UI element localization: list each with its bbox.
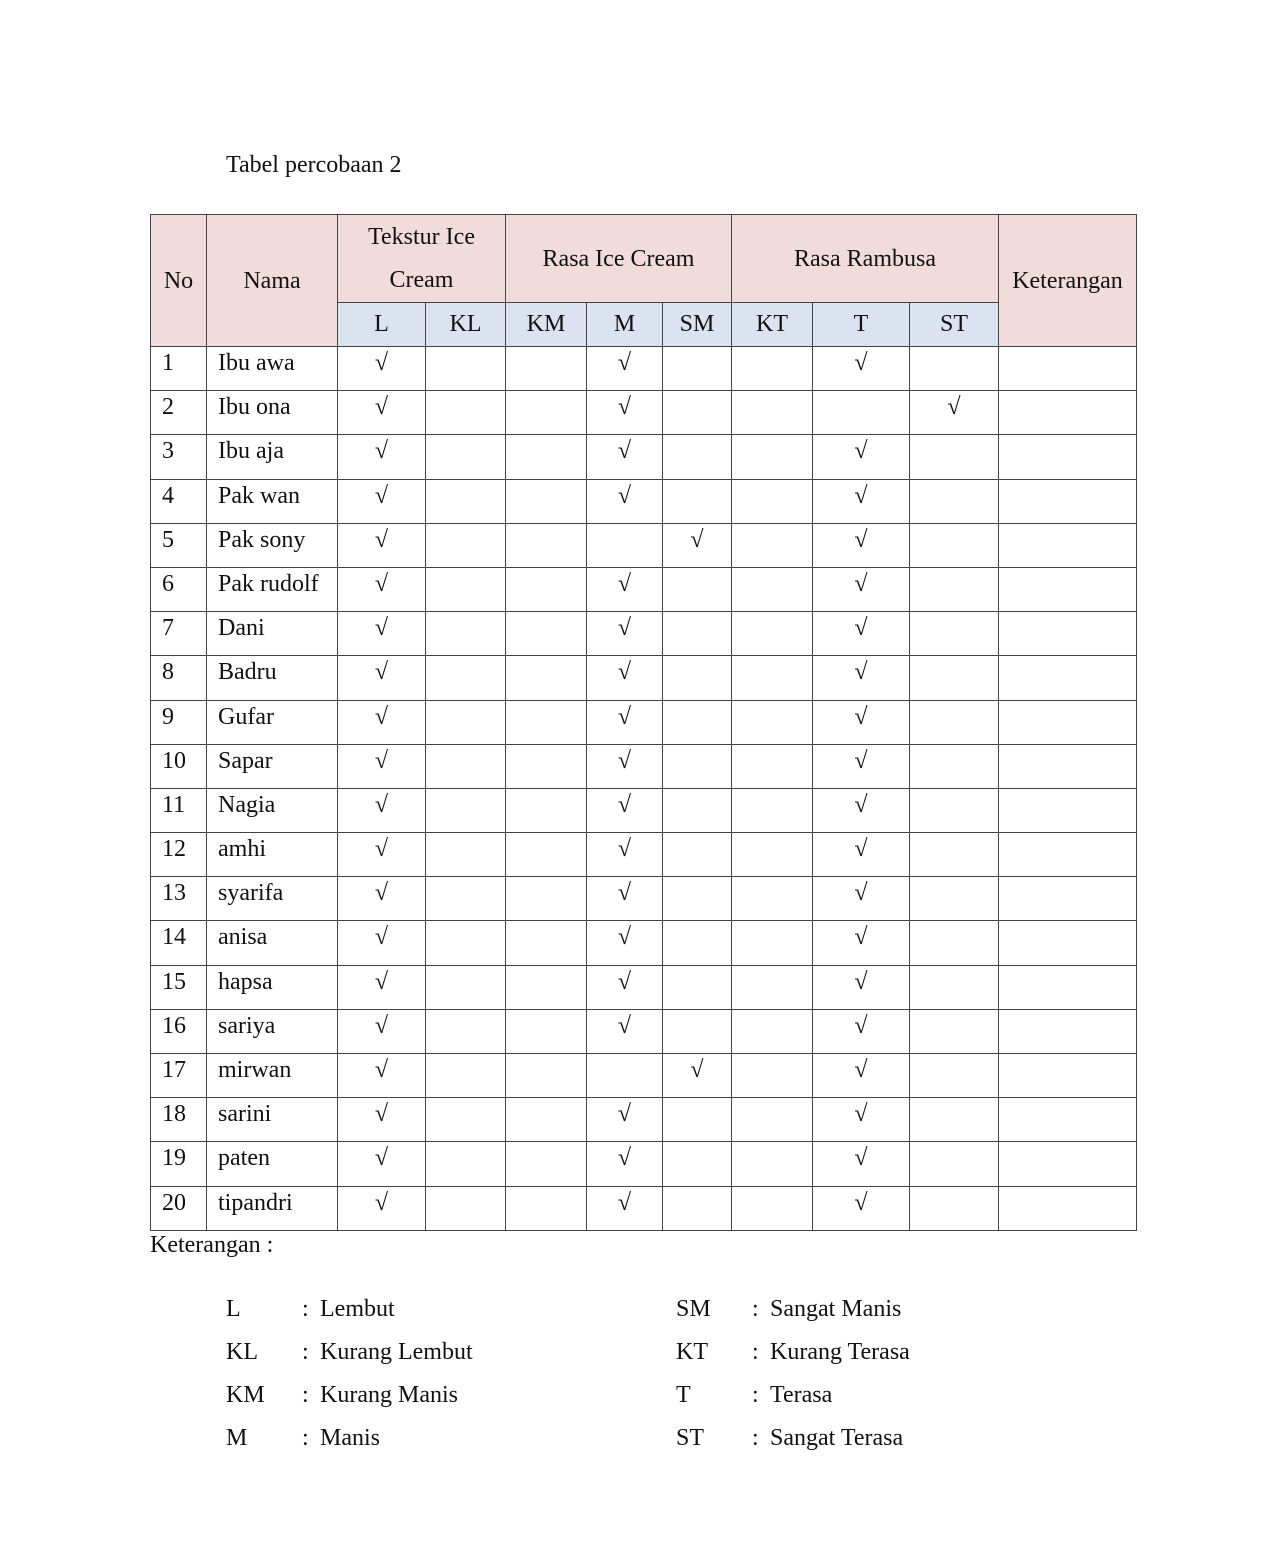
check-cell-t: √ (813, 700, 910, 744)
table-row (151, 1186, 1137, 1230)
check-cell-km (506, 1186, 587, 1230)
check-cell-st (910, 612, 999, 656)
check-cell-m: √ (587, 833, 663, 877)
header-nama: Nama (207, 215, 338, 347)
check-cell-t: √ (813, 921, 910, 965)
legend-abbreviation: ST (676, 1425, 705, 1451)
check-cell-m: √ (587, 1098, 663, 1142)
check-cell-st: √ (910, 391, 999, 435)
legend-item (676, 1423, 1096, 1466)
check-cell-kl (426, 700, 506, 744)
table-row (151, 1009, 1137, 1053)
check-cell-t: √ (813, 567, 910, 611)
check-cell-sm (663, 347, 732, 391)
table-row (151, 833, 1137, 877)
check-cell-sm (663, 1009, 732, 1053)
legend-description: Kurang Terasa (770, 1339, 910, 1365)
check-cell-km (506, 833, 587, 877)
check-cell-kl (426, 1098, 506, 1142)
legend-description: Manis (320, 1425, 380, 1451)
table-row (151, 435, 1137, 479)
check-cell-km (506, 921, 587, 965)
check-cell-m: √ (587, 656, 663, 700)
keterangan-cell (999, 1186, 1137, 1230)
check-cell-st (910, 877, 999, 921)
check-cell-kt (732, 833, 813, 877)
check-cell-st (910, 656, 999, 700)
check-cell-sm (663, 1142, 732, 1186)
check-cell-m: √ (587, 877, 663, 921)
row-number: 16 (151, 1009, 207, 1053)
check-cell-kt (732, 965, 813, 1009)
check-cell-m (587, 1054, 663, 1098)
respondent-name: Dani (207, 612, 338, 656)
check-cell-st (910, 965, 999, 1009)
check-cell-l: √ (338, 612, 426, 656)
table-row (151, 347, 1137, 391)
respondent-name: Nagia (207, 788, 338, 832)
check-cell-t (813, 391, 910, 435)
legend-abbreviation: T (676, 1382, 691, 1408)
table-row (151, 877, 1137, 921)
header-tekstur-ice-cream: Tekstur Ice Cream (338, 215, 506, 303)
check-cell-kt (732, 612, 813, 656)
row-number: 20 (151, 1186, 207, 1230)
row-number: 15 (151, 965, 207, 1009)
legend-abbreviation: SM (676, 1296, 711, 1322)
check-cell-st (910, 788, 999, 832)
respondent-name: hapsa (207, 965, 338, 1009)
check-cell-t: √ (813, 1009, 910, 1053)
row-number: 3 (151, 435, 207, 479)
check-cell-km (506, 788, 587, 832)
check-cell-m: √ (587, 612, 663, 656)
keterangan-cell (999, 479, 1137, 523)
check-cell-km (506, 523, 587, 567)
check-cell-l: √ (338, 788, 426, 832)
respondent-name: Badru (207, 656, 338, 700)
check-cell-kl (426, 1054, 506, 1098)
legend-abbreviation: KM (226, 1382, 265, 1408)
keterangan-cell (999, 921, 1137, 965)
check-cell-kt (732, 1054, 813, 1098)
check-cell-t: √ (813, 1186, 910, 1230)
legend-item (226, 1423, 646, 1466)
check-cell-kl (426, 612, 506, 656)
legend-colon: : (302, 1425, 309, 1451)
check-cell-kl (426, 656, 506, 700)
check-cell-kt (732, 1186, 813, 1230)
check-cell-sm (663, 479, 732, 523)
legend-item (676, 1294, 1096, 1337)
check-cell-kt (732, 877, 813, 921)
table-row (151, 965, 1137, 1009)
table-row (151, 1054, 1137, 1098)
check-cell-st (910, 921, 999, 965)
check-cell-kt (732, 700, 813, 744)
legend-colon: : (752, 1425, 759, 1451)
check-cell-km (506, 435, 587, 479)
header-keterangan: Keterangan (999, 215, 1137, 347)
check-cell-l: √ (338, 479, 426, 523)
check-cell-st (910, 523, 999, 567)
check-cell-t: √ (813, 744, 910, 788)
respondent-name: sariya (207, 1009, 338, 1053)
check-cell-km (506, 877, 587, 921)
check-cell-st (910, 744, 999, 788)
subheader-kl: KL (426, 303, 506, 347)
check-cell-kt (732, 921, 813, 965)
subheader-sm: SM (663, 303, 732, 347)
check-cell-kl (426, 744, 506, 788)
respondent-name: tipandri (207, 1186, 338, 1230)
check-cell-kl (426, 833, 506, 877)
check-cell-sm (663, 877, 732, 921)
respondent-name: mirwan (207, 1054, 338, 1098)
row-number: 6 (151, 567, 207, 611)
legend-colon: : (752, 1339, 759, 1365)
check-cell-km (506, 1009, 587, 1053)
check-cell-sm (663, 612, 732, 656)
check-cell-sm (663, 965, 732, 1009)
legend-abbreviation: KT (676, 1339, 708, 1365)
table-row (151, 656, 1137, 700)
table-row (151, 788, 1137, 832)
check-cell-kl (426, 965, 506, 1009)
check-cell-kl (426, 921, 506, 965)
check-cell-kt (732, 1142, 813, 1186)
row-number: 14 (151, 921, 207, 965)
table-row (151, 523, 1137, 567)
check-cell-l: √ (338, 1142, 426, 1186)
table-row (151, 612, 1137, 656)
check-cell-sm (663, 435, 732, 479)
check-cell-sm (663, 833, 732, 877)
respondent-name: amhi (207, 833, 338, 877)
check-cell-kl (426, 1186, 506, 1230)
check-cell-m: √ (587, 965, 663, 1009)
check-cell-sm (663, 744, 732, 788)
check-cell-sm (663, 1098, 732, 1142)
check-cell-kl (426, 347, 506, 391)
respondent-name: anisa (207, 921, 338, 965)
check-cell-m: √ (587, 567, 663, 611)
row-number: 4 (151, 479, 207, 523)
subheader-kt: KT (732, 303, 813, 347)
legend-description: Sangat Manis (770, 1296, 902, 1322)
check-cell-l: √ (338, 435, 426, 479)
keterangan-cell (999, 965, 1137, 1009)
legend-left-column (226, 1294, 646, 1466)
subheader-km: KM (506, 303, 587, 347)
check-cell-kt (732, 1009, 813, 1053)
check-cell-kt (732, 1098, 813, 1142)
check-cell-st (910, 347, 999, 391)
check-cell-m: √ (587, 700, 663, 744)
respondent-name: Ibu awa (207, 347, 338, 391)
check-cell-m: √ (587, 1142, 663, 1186)
respondent-name: Pak sony (207, 523, 338, 567)
keterangan-cell (999, 877, 1137, 921)
check-cell-kl (426, 479, 506, 523)
header-rasa-ice-cream: Rasa Ice Cream (506, 215, 732, 303)
keterangan-cell (999, 700, 1137, 744)
table-body (151, 347, 1137, 1231)
respondent-name: Ibu aja (207, 435, 338, 479)
row-number: 10 (151, 744, 207, 788)
legend-right-column (676, 1294, 1096, 1466)
legend-colon: : (302, 1382, 309, 1408)
row-number: 13 (151, 877, 207, 921)
check-cell-l: √ (338, 965, 426, 1009)
respondent-name: Gufar (207, 700, 338, 744)
check-cell-st (910, 1098, 999, 1142)
check-cell-m: √ (587, 391, 663, 435)
keterangan-cell (999, 567, 1137, 611)
legend-colon: : (302, 1296, 309, 1322)
check-cell-t: √ (813, 833, 910, 877)
check-cell-l: √ (338, 1186, 426, 1230)
check-cell-sm (663, 391, 732, 435)
survey-table (150, 214, 1137, 1231)
keterangan-cell (999, 1009, 1137, 1053)
respondent-name: Ibu ona (207, 391, 338, 435)
check-cell-km (506, 479, 587, 523)
check-cell-sm (663, 1186, 732, 1230)
check-cell-t: √ (813, 612, 910, 656)
check-cell-t: √ (813, 479, 910, 523)
check-cell-st (910, 435, 999, 479)
legend-description: Kurang Manis (320, 1382, 458, 1408)
check-cell-m: √ (587, 347, 663, 391)
legend-item (226, 1294, 646, 1337)
keterangan-cell (999, 1142, 1137, 1186)
check-cell-st (910, 700, 999, 744)
table-row (151, 479, 1137, 523)
keterangan-cell (999, 523, 1137, 567)
check-cell-t: √ (813, 788, 910, 832)
check-cell-l: √ (338, 1009, 426, 1053)
check-cell-kl (426, 391, 506, 435)
check-cell-kl (426, 523, 506, 567)
check-cell-sm (663, 567, 732, 611)
check-cell-t: √ (813, 435, 910, 479)
check-cell-kl (426, 877, 506, 921)
table-row (151, 744, 1137, 788)
check-cell-m: √ (587, 479, 663, 523)
check-cell-l: √ (338, 921, 426, 965)
keterangan-cell (999, 1098, 1137, 1142)
header-rasa-rambusa: Rasa Rambusa (732, 215, 999, 303)
check-cell-t: √ (813, 965, 910, 1009)
check-cell-km (506, 567, 587, 611)
legend-item (676, 1380, 1096, 1423)
check-cell-st (910, 479, 999, 523)
legend-item (226, 1337, 646, 1380)
check-cell-l: √ (338, 391, 426, 435)
check-cell-kt (732, 391, 813, 435)
legend-colon: : (752, 1382, 759, 1408)
legend-description: Kurang Lembut (320, 1339, 473, 1365)
table-row (151, 921, 1137, 965)
check-cell-l: √ (338, 1098, 426, 1142)
check-cell-l: √ (338, 1054, 426, 1098)
check-cell-t: √ (813, 1142, 910, 1186)
check-cell-km (506, 744, 587, 788)
keterangan-cell (999, 744, 1137, 788)
respondent-name: syarifa (207, 877, 338, 921)
subheader-m: M (587, 303, 663, 347)
subheader-st: ST (910, 303, 999, 347)
table-row (151, 391, 1137, 435)
check-cell-st (910, 833, 999, 877)
check-cell-kt (732, 435, 813, 479)
row-number: 7 (151, 612, 207, 656)
check-cell-m: √ (587, 435, 663, 479)
check-cell-kt (732, 567, 813, 611)
legend-abbreviation: L (226, 1296, 241, 1322)
check-cell-km (506, 391, 587, 435)
check-cell-km (506, 965, 587, 1009)
legend-description: Sangat Terasa (770, 1425, 904, 1451)
check-cell-kl (426, 788, 506, 832)
check-cell-kt (732, 656, 813, 700)
check-cell-st (910, 567, 999, 611)
keterangan-cell (999, 347, 1137, 391)
keterangan-cell (999, 612, 1137, 656)
row-number: 8 (151, 656, 207, 700)
subheader-l: L (338, 303, 426, 347)
check-cell-sm (663, 921, 732, 965)
check-cell-m: √ (587, 744, 663, 788)
check-cell-l: √ (338, 877, 426, 921)
check-cell-km (506, 656, 587, 700)
check-cell-kt (732, 788, 813, 832)
row-number: 17 (151, 1054, 207, 1098)
check-cell-sm (663, 788, 732, 832)
subheader-t: T (813, 303, 910, 347)
respondent-name: sarini (207, 1098, 338, 1142)
check-cell-m: √ (587, 1186, 663, 1230)
check-cell-t: √ (813, 656, 910, 700)
check-cell-kt (732, 744, 813, 788)
check-cell-st (910, 1009, 999, 1053)
legend-description: Terasa (770, 1382, 833, 1408)
check-cell-t: √ (813, 347, 910, 391)
check-cell-m: √ (587, 921, 663, 965)
check-cell-l: √ (338, 744, 426, 788)
table-row (151, 1098, 1137, 1142)
row-number: 9 (151, 700, 207, 744)
check-cell-km (506, 1098, 587, 1142)
document-title: Tabel percobaan 2 (226, 152, 402, 178)
check-cell-kl (426, 1009, 506, 1053)
header-no: No (151, 215, 207, 347)
legend-description: Lembut (320, 1296, 395, 1322)
check-cell-l: √ (338, 347, 426, 391)
check-cell-st (910, 1142, 999, 1186)
check-cell-kt (732, 523, 813, 567)
check-cell-kl (426, 435, 506, 479)
respondent-name: paten (207, 1142, 338, 1186)
check-cell-l: √ (338, 523, 426, 567)
check-cell-sm (663, 700, 732, 744)
table-row (151, 1142, 1137, 1186)
check-cell-st (910, 1186, 999, 1230)
legend-abbreviation: M (226, 1425, 248, 1451)
respondent-name: Pak wan (207, 479, 338, 523)
check-cell-l: √ (338, 700, 426, 744)
keterangan-cell (999, 435, 1137, 479)
row-number: 11 (151, 788, 207, 832)
row-number: 1 (151, 347, 207, 391)
keterangan-cell (999, 1054, 1137, 1098)
check-cell-sm (663, 656, 732, 700)
check-cell-st (910, 1054, 999, 1098)
legend-item (676, 1337, 1096, 1380)
row-number: 18 (151, 1098, 207, 1142)
check-cell-kl (426, 567, 506, 611)
check-cell-sm: √ (663, 523, 732, 567)
row-number: 12 (151, 833, 207, 877)
keterangan-cell (999, 833, 1137, 877)
table-row (151, 567, 1137, 611)
table-row (151, 700, 1137, 744)
check-cell-km (506, 700, 587, 744)
check-cell-km (506, 1054, 587, 1098)
check-cell-kt (732, 479, 813, 523)
check-cell-l: √ (338, 656, 426, 700)
check-cell-km (506, 612, 587, 656)
check-cell-km (506, 1142, 587, 1186)
check-cell-t: √ (813, 1054, 910, 1098)
check-cell-t: √ (813, 523, 910, 567)
check-cell-m: √ (587, 788, 663, 832)
legend-colon: : (752, 1296, 759, 1322)
legend-abbreviation: KL (226, 1339, 258, 1365)
keterangan-cell (999, 656, 1137, 700)
check-cell-l: √ (338, 833, 426, 877)
check-cell-kl (426, 1142, 506, 1186)
row-number: 5 (151, 523, 207, 567)
check-cell-l: √ (338, 567, 426, 611)
legend-item (226, 1380, 646, 1423)
check-cell-km (506, 347, 587, 391)
check-cell-t: √ (813, 1098, 910, 1142)
legend-heading: Keterangan : (150, 1232, 274, 1258)
check-cell-m (587, 523, 663, 567)
check-cell-sm: √ (663, 1054, 732, 1098)
keterangan-cell (999, 788, 1137, 832)
respondent-name: Pak rudolf (207, 567, 338, 611)
respondent-name: Sapar (207, 744, 338, 788)
row-number: 19 (151, 1142, 207, 1186)
keterangan-cell (999, 391, 1137, 435)
check-cell-m: √ (587, 1009, 663, 1053)
row-number: 2 (151, 391, 207, 435)
legend-colon: : (302, 1339, 309, 1365)
check-cell-t: √ (813, 877, 910, 921)
check-cell-kt (732, 347, 813, 391)
